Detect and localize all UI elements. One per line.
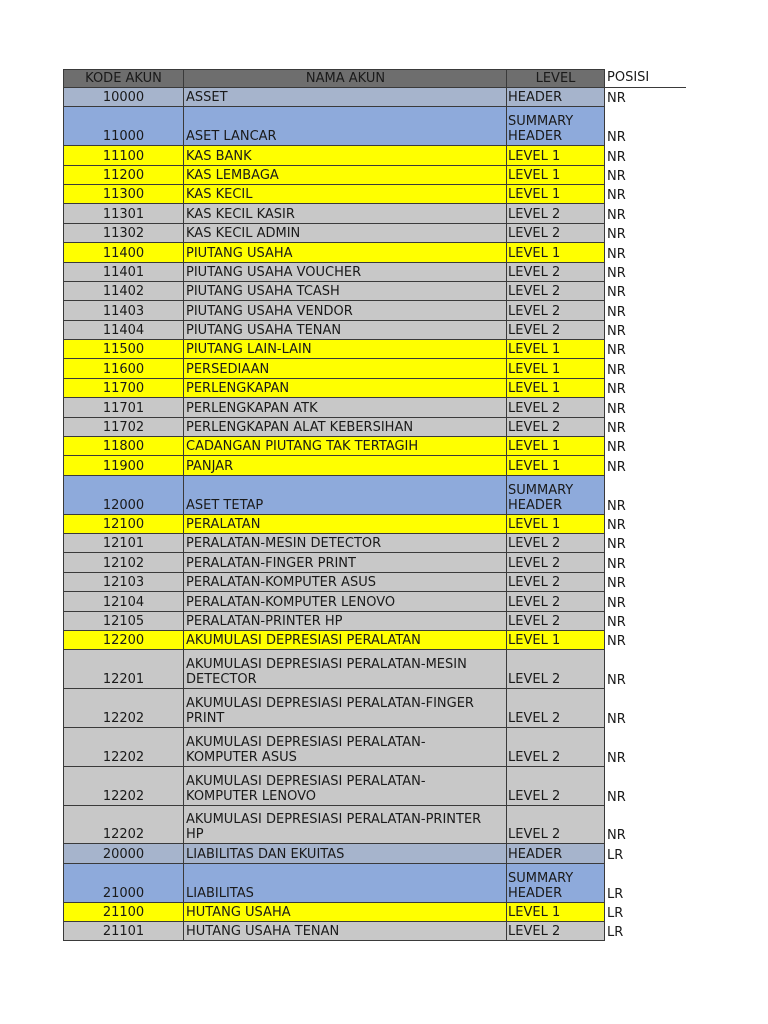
table-row bbox=[63, 359, 686, 378]
cell-posisi[interactable]: NR bbox=[605, 359, 686, 378]
table-row bbox=[63, 844, 686, 863]
cell-level[interactable]: LEVEL 2 bbox=[506, 224, 605, 243]
cell-kode-akun[interactable]: 11300 bbox=[63, 185, 183, 204]
cell-level[interactable]: LEVEL 2 bbox=[506, 534, 605, 553]
cell-nama-akun[interactable]: PIUTANG USAHA VENDOR bbox=[183, 301, 506, 320]
table-row bbox=[63, 903, 686, 922]
cell-posisi[interactable]: NR bbox=[605, 340, 686, 359]
cell-level[interactable]: LEVEL 2 bbox=[506, 204, 605, 223]
cell-level[interactable]: LEVEL 2 bbox=[506, 282, 605, 301]
cell-kode-akun[interactable]: 11402 bbox=[63, 282, 183, 301]
cell-level[interactable]: LEVEL 2 bbox=[506, 398, 605, 417]
table-row bbox=[63, 204, 686, 223]
cell-nama-akun[interactable]: PERSEDIAAN bbox=[183, 359, 506, 378]
cell-level[interactable]: SUMMARY HEADER bbox=[506, 476, 605, 515]
cell-kode-akun[interactable]: 21101 bbox=[63, 922, 183, 941]
cell-nama-akun[interactable]: KAS KECIL KASIR bbox=[183, 204, 506, 223]
cell-kode-akun[interactable]: 12202 bbox=[63, 767, 183, 806]
cell-posisi[interactable]: NR bbox=[605, 321, 686, 340]
cell-posisi[interactable]: LR bbox=[605, 903, 686, 922]
table-row bbox=[63, 301, 686, 320]
cell-posisi[interactable]: NR bbox=[605, 146, 686, 165]
header-level[interactable]: LEVEL bbox=[506, 69, 605, 88]
cell-posisi[interactable]: NR bbox=[605, 301, 686, 320]
cell-nama-akun[interactable]: AKUMULASI DEPRESIASI PERALATAN-PRINTER HP bbox=[183, 806, 506, 845]
table-row bbox=[63, 185, 686, 204]
cell-level[interactable]: LEVEL 2 bbox=[506, 650, 605, 689]
cell-kode-akun[interactable]: 12103 bbox=[63, 573, 183, 592]
cell-posisi[interactable]: NR bbox=[605, 592, 686, 611]
cell-kode-akun[interactable]: 11403 bbox=[63, 301, 183, 320]
cell-posisi[interactable]: NR bbox=[605, 650, 686, 689]
table-row bbox=[63, 592, 686, 611]
table-row bbox=[63, 88, 686, 107]
table-body bbox=[63, 88, 686, 941]
cell-level[interactable]: HEADER bbox=[506, 844, 605, 863]
cell-posisi[interactable]: NR bbox=[605, 224, 686, 243]
table-row bbox=[63, 379, 686, 398]
header-kode-akun[interactable]: KODE AKUN bbox=[63, 69, 183, 88]
table-row bbox=[63, 224, 686, 243]
header-row bbox=[63, 69, 686, 88]
cell-posisi[interactable]: NR bbox=[605, 476, 686, 515]
cell-nama-akun[interactable]: PIUTANG USAHA TCASH bbox=[183, 282, 506, 301]
cell-nama-akun[interactable]: PERALATAN-MESIN DETECTOR bbox=[183, 534, 506, 553]
table-row bbox=[63, 534, 686, 553]
cell-level[interactable]: LEVEL 1 bbox=[506, 631, 605, 650]
cell-level[interactable]: LEVEL 1 bbox=[506, 903, 605, 922]
cell-nama-akun[interactable]: LIABILITAS bbox=[183, 864, 506, 903]
cell-kode-akun[interactable]: 12101 bbox=[63, 534, 183, 553]
cell-posisi[interactable]: NR bbox=[605, 534, 686, 553]
cell-kode-akun[interactable]: 11000 bbox=[63, 107, 183, 146]
cell-posisi[interactable]: NR bbox=[605, 456, 686, 475]
table-row bbox=[63, 456, 686, 475]
cell-kode-akun[interactable]: 11100 bbox=[63, 146, 183, 165]
cell-nama-akun[interactable]: KAS KECIL bbox=[183, 185, 506, 204]
cell-nama-akun[interactable]: AKUMULASI DEPRESIASI PERALATAN- KOMPUTER LENOVO bbox=[183, 767, 506, 806]
table-row bbox=[63, 243, 686, 262]
cell-posisi[interactable]: NR bbox=[605, 553, 686, 572]
table-row bbox=[63, 282, 686, 301]
cell-level[interactable]: HEADER bbox=[506, 88, 605, 107]
cell-kode-akun[interactable]: 12000 bbox=[63, 476, 183, 515]
cell-kode-akun[interactable]: 12201 bbox=[63, 650, 183, 689]
table-row bbox=[63, 612, 686, 631]
cell-posisi[interactable]: NR bbox=[605, 631, 686, 650]
table-row bbox=[63, 340, 686, 359]
cell-kode-akun[interactable]: 11702 bbox=[63, 418, 183, 437]
cell-nama-akun[interactable]: AKUMULASI DEPRESIASI PERALATAN- KOMPUTER ASUS bbox=[183, 728, 506, 767]
cell-nama-akun[interactable]: ASET LANCAR bbox=[183, 107, 506, 146]
cell-nama-akun[interactable]: KAS BANK bbox=[183, 146, 506, 165]
cell-kode-akun[interactable]: 12102 bbox=[63, 553, 183, 572]
cell-level[interactable]: LEVEL 2 bbox=[506, 922, 605, 941]
cell-level[interactable]: LEVEL 1 bbox=[506, 515, 605, 534]
cell-nama-akun[interactable]: HUTANG USAHA TENAN bbox=[183, 922, 506, 941]
cell-nama-akun[interactable]: KAS LEMBAGA bbox=[183, 166, 506, 185]
table-row bbox=[63, 437, 686, 456]
cell-level[interactable]: LEVEL 2 bbox=[506, 612, 605, 631]
cell-nama-akun[interactable]: LIABILITAS DAN EKUITAS bbox=[183, 844, 506, 863]
cell-kode-akun[interactable]: 21100 bbox=[63, 903, 183, 922]
cell-kode-akun[interactable]: 12202 bbox=[63, 689, 183, 728]
table-row bbox=[63, 107, 686, 146]
table-row bbox=[63, 864, 686, 903]
table-row bbox=[63, 650, 686, 689]
cell-posisi[interactable]: NR bbox=[605, 263, 686, 282]
table-row bbox=[63, 476, 686, 515]
cell-posisi[interactable]: LR bbox=[605, 864, 686, 903]
cell-level[interactable]: LEVEL 2 bbox=[506, 728, 605, 767]
cell-level[interactable]: LEVEL 2 bbox=[506, 301, 605, 320]
cell-nama-akun[interactable]: ASET TETAP bbox=[183, 476, 506, 515]
cell-posisi[interactable]: LR bbox=[605, 922, 686, 941]
cell-level[interactable]: LEVEL 1 bbox=[506, 185, 605, 204]
cell-posisi[interactable]: NR bbox=[605, 418, 686, 437]
cell-kode-akun[interactable]: 11400 bbox=[63, 243, 183, 262]
cell-nama-akun[interactable]: PERLENGKAPAN ALAT KEBERSIHAN bbox=[183, 418, 506, 437]
table-row bbox=[63, 631, 686, 650]
cell-level[interactable]: LEVEL 1 bbox=[506, 359, 605, 378]
cell-kode-akun[interactable]: 12200 bbox=[63, 631, 183, 650]
table-row bbox=[63, 728, 686, 767]
cell-kode-akun[interactable]: 11301 bbox=[63, 204, 183, 223]
cell-kode-akun[interactable]: 11800 bbox=[63, 437, 183, 456]
cell-kode-akun[interactable]: 12105 bbox=[63, 612, 183, 631]
table-row bbox=[63, 515, 686, 534]
cell-level[interactable]: LEVEL 2 bbox=[506, 592, 605, 611]
cell-posisi[interactable]: NR bbox=[605, 437, 686, 456]
cell-posisi[interactable]: NR bbox=[605, 88, 686, 107]
cell-nama-akun[interactable]: AKUMULASI DEPRESIASI PERALATAN-MESIN DETECTOR bbox=[183, 650, 506, 689]
cell-nama-akun[interactable]: AKUMULASI DEPRESIASI PERALATAN-FINGER PRINT bbox=[183, 689, 506, 728]
cell-nama-akun[interactable]: PIUTANG USAHA bbox=[183, 243, 506, 262]
cell-nama-akun[interactable]: PERLENGKAPAN ATK bbox=[183, 398, 506, 417]
cell-posisi[interactable]: NR bbox=[605, 107, 686, 146]
cell-level[interactable]: LEVEL 2 bbox=[506, 767, 605, 806]
table-row bbox=[63, 418, 686, 437]
cell-kode-akun[interactable]: 11200 bbox=[63, 166, 183, 185]
cell-posisi[interactable]: NR bbox=[605, 243, 686, 262]
cell-kode-akun[interactable]: 11404 bbox=[63, 321, 183, 340]
table-row bbox=[63, 166, 686, 185]
cell-level[interactable]: LEVEL 2 bbox=[506, 418, 605, 437]
cell-posisi[interactable]: NR bbox=[605, 379, 686, 398]
table-row bbox=[63, 922, 686, 941]
header-nama-akun[interactable]: NAMA AKUN bbox=[183, 69, 506, 88]
table-row bbox=[63, 321, 686, 340]
cell-nama-akun[interactable]: PERALATAN bbox=[183, 515, 506, 534]
cell-nama-akun[interactable]: KAS KECIL ADMIN bbox=[183, 224, 506, 243]
cell-nama-akun[interactable]: PERALATAN-PRINTER HP bbox=[183, 612, 506, 631]
cell-nama-akun[interactable]: PERALATAN-KOMPUTER ASUS bbox=[183, 573, 506, 592]
cell-nama-akun[interactable]: PIUTANG USAHA TENAN bbox=[183, 321, 506, 340]
cell-kode-akun[interactable]: 11700 bbox=[63, 379, 183, 398]
cell-posisi[interactable]: NR bbox=[605, 612, 686, 631]
cell-level[interactable]: LEVEL 2 bbox=[506, 553, 605, 572]
cell-kode-akun[interactable]: 11900 bbox=[63, 456, 183, 475]
cell-nama-akun[interactable]: AKUMULASI DEPRESIASI PERALATAN bbox=[183, 631, 506, 650]
cell-level[interactable]: LEVEL 2 bbox=[506, 689, 605, 728]
table-row bbox=[63, 146, 686, 165]
cell-level[interactable]: LEVEL 2 bbox=[506, 321, 605, 340]
cell-level[interactable]: LEVEL 2 bbox=[506, 806, 605, 845]
cell-nama-akun[interactable]: PIUTANG USAHA VOUCHER bbox=[183, 263, 506, 282]
cell-level[interactable]: LEVEL 2 bbox=[506, 263, 605, 282]
cell-posisi[interactable]: NR bbox=[605, 185, 686, 204]
header-posisi[interactable]: POSISI bbox=[605, 69, 686, 88]
cell-kode-akun[interactable]: 12104 bbox=[63, 592, 183, 611]
cell-level[interactable]: LEVEL 1 bbox=[506, 243, 605, 262]
cell-posisi[interactable]: NR bbox=[605, 282, 686, 301]
cell-posisi[interactable]: NR bbox=[605, 573, 686, 592]
cell-kode-akun[interactable]: 12100 bbox=[63, 515, 183, 534]
cell-posisi[interactable]: NR bbox=[605, 166, 686, 185]
cell-posisi[interactable]: LR bbox=[605, 844, 686, 863]
table-row bbox=[63, 767, 686, 806]
cell-nama-akun[interactable]: CADANGAN PIUTANG TAK TERTAGIH bbox=[183, 437, 506, 456]
cell-nama-akun[interactable]: ASSET bbox=[183, 88, 506, 107]
table-row bbox=[63, 806, 686, 845]
cell-posisi[interactable]: NR bbox=[605, 689, 686, 728]
cell-level[interactable]: LEVEL 2 bbox=[506, 573, 605, 592]
cell-kode-akun[interactable]: 21000 bbox=[63, 864, 183, 903]
cell-nama-akun[interactable]: HUTANG USAHA bbox=[183, 903, 506, 922]
cell-nama-akun[interactable]: PERLENGKAPAN bbox=[183, 379, 506, 398]
cell-kode-akun[interactable]: 11401 bbox=[63, 263, 183, 282]
cell-level[interactable]: LEVEL 1 bbox=[506, 146, 605, 165]
cell-level[interactable]: LEVEL 1 bbox=[506, 437, 605, 456]
cell-level[interactable]: SUMMARY HEADER bbox=[506, 107, 605, 146]
cell-level[interactable]: SUMMARY HEADER bbox=[506, 864, 605, 903]
cell-kode-akun[interactable]: 12202 bbox=[63, 728, 183, 767]
table-row bbox=[63, 553, 686, 572]
cell-kode-akun[interactable]: 11701 bbox=[63, 398, 183, 417]
table-row bbox=[63, 689, 686, 728]
cell-level[interactable]: LEVEL 1 bbox=[506, 340, 605, 359]
cell-kode-akun[interactable]: 12202 bbox=[63, 806, 183, 845]
cell-posisi[interactable]: NR bbox=[605, 806, 686, 845]
cell-nama-akun[interactable]: PERALATAN-KOMPUTER LENOVO bbox=[183, 592, 506, 611]
cell-nama-akun[interactable]: PANJAR bbox=[183, 456, 506, 475]
cell-kode-akun[interactable]: 10000 bbox=[63, 88, 183, 107]
cell-posisi[interactable]: NR bbox=[605, 204, 686, 223]
cell-posisi[interactable]: NR bbox=[605, 515, 686, 534]
cell-posisi[interactable]: NR bbox=[605, 767, 686, 806]
table-row bbox=[63, 573, 686, 592]
cell-kode-akun[interactable]: 11500 bbox=[63, 340, 183, 359]
cell-level[interactable]: LEVEL 1 bbox=[506, 166, 605, 185]
cell-nama-akun[interactable]: PIUTANG LAIN-LAIN bbox=[183, 340, 506, 359]
cell-kode-akun[interactable]: 11302 bbox=[63, 224, 183, 243]
cell-kode-akun[interactable]: 11600 bbox=[63, 359, 183, 378]
cell-nama-akun[interactable]: PERALATAN-FINGER PRINT bbox=[183, 553, 506, 572]
table-row bbox=[63, 398, 686, 417]
cell-level[interactable]: LEVEL 1 bbox=[506, 456, 605, 475]
table-row bbox=[63, 263, 686, 282]
cell-posisi[interactable]: NR bbox=[605, 728, 686, 767]
cell-level[interactable]: LEVEL 1 bbox=[506, 379, 605, 398]
cell-kode-akun[interactable]: 20000 bbox=[63, 844, 183, 863]
account-sheet bbox=[63, 69, 686, 941]
cell-posisi[interactable]: NR bbox=[605, 398, 686, 417]
